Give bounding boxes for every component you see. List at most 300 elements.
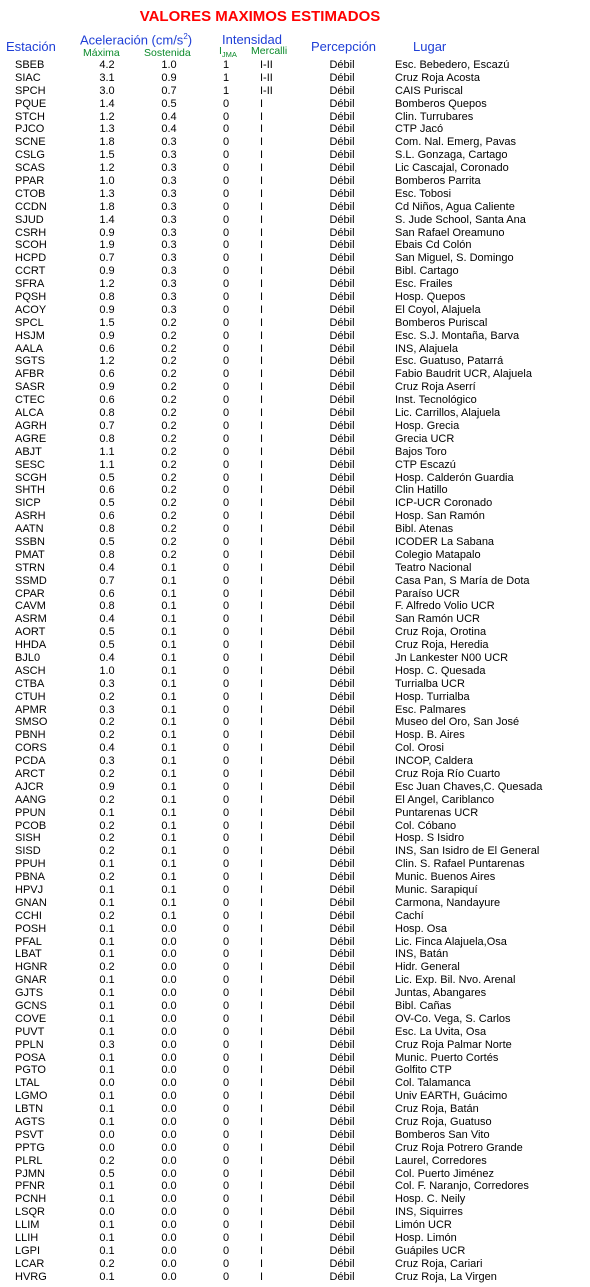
sustained-accel-cell: 0.2 [161,394,177,407]
sustained-accel-cell: 0.0 [161,1116,177,1129]
mercalli-intensity-cell: I [260,1232,264,1245]
station-code-cell: CTBA [15,677,45,690]
max-accel-cell: 0.8 [99,407,115,420]
station-code-cell: SCNE [15,136,46,149]
table-row [0,394,590,407]
max-accel-cell: 0.9 [99,381,115,394]
header-ijma-sub: JMA [221,50,237,60]
perception-cell: Débil [329,626,355,639]
sustained-accel-cell: 0.0 [161,1244,177,1257]
max-accel-cell: 0.9 [99,265,115,278]
ijma-intensity-cell: 0 [222,858,230,871]
max-accel-cell: 0.0 [99,1141,115,1154]
station-code-cell: ABJT [15,445,42,458]
mercalli-intensity-cell: I [260,1064,264,1077]
mercalli-intensity-cell: I [260,1000,264,1013]
station-code-cell: PFAL [15,935,42,948]
max-accel-cell: 1.4 [99,213,115,226]
mercalli-intensity-cell: I [260,767,264,780]
perception-cell: Débil [329,845,355,858]
max-accel-cell: 0.6 [99,368,115,381]
table-row [0,1064,590,1077]
mercalli-intensity-cell: I [260,432,264,445]
location-cell: ICODER La Sabana [395,535,495,548]
perception-cell: Débil [329,200,355,213]
station-code-cell: CSRH [15,226,47,239]
mercalli-intensity-cell: I [260,1193,264,1206]
location-cell: Ebais Cd Colón [395,239,472,252]
ijma-intensity-cell: 0 [222,651,230,664]
perception-cell: Débil [329,716,355,729]
location-cell: Turrialba UCR [395,677,465,690]
perception-cell: Débil [329,162,355,175]
location-cell: Laurel, Corredores [395,1154,487,1167]
perception-cell: Débil [329,987,355,1000]
location-cell: Hosp. C. Neily [395,1193,466,1206]
perception-cell: Débil [329,574,355,587]
header-aceleracion-label: Aceleración (cm/s [80,32,184,48]
location-cell: Col. Orosi [395,742,444,755]
station-code-cell: AANG [15,793,47,806]
location-cell: Esc. S.J. Montaña, Barva [395,329,520,342]
max-accel-cell: 0.1 [99,1103,115,1116]
location-cell: Hidr. General [395,961,460,974]
sustained-accel-cell: 0.3 [161,226,177,239]
station-code-cell: PMAT [15,548,45,561]
sustained-accel-cell: 0.9 [161,71,177,84]
table-row [0,1155,590,1168]
ijma-intensity-cell: 0 [222,291,230,304]
mercalli-intensity-cell: I [260,136,264,149]
max-accel-cell: 1.4 [99,97,115,110]
perception-cell: Débil [329,767,355,780]
station-code-cell: LTAL [15,1077,40,1090]
ijma-intensity-cell: 0 [222,316,230,329]
ijma-intensity-cell: 0 [222,755,230,768]
station-code-cell: CORS [15,742,47,755]
ijma-intensity-cell: 0 [222,729,230,742]
max-accel-cell: 1.3 [99,123,115,136]
max-accel-cell: 0.1 [99,884,115,896]
mercalli-intensity-cell: I [260,523,264,536]
mercalli-intensity-cell: I-II [260,84,273,97]
location-cell: Cruz Roja, La Virgen [395,1270,497,1283]
perception-cell: Débil [329,187,355,200]
mercalli-intensity-cell: I [260,1180,264,1193]
max-accel-cell: 0.1 [99,896,115,909]
max-accel-cell: 1.5 [99,149,115,162]
sustained-accel-cell: 0.2 [161,419,177,432]
location-cell: Cachí [395,909,424,922]
max-accel-cell: 1.2 [99,162,115,175]
perception-cell: Débil [329,175,355,188]
max-accel-cell: 0.8 [99,600,115,613]
sustained-accel-cell: 0.0 [161,1025,177,1038]
max-accel-cell: 0.1 [99,1051,115,1064]
mercalli-intensity-cell: I [260,381,264,394]
mercalli-intensity-cell: I [260,871,264,884]
perception-cell: Débil [329,368,355,381]
mercalli-intensity-cell: I [260,780,264,793]
max-accel-cell: 0.2 [99,845,115,858]
sustained-accel-cell: 0.1 [161,780,177,793]
ijma-intensity-cell: 0 [222,1206,230,1219]
max-accel-cell: 0.5 [99,626,115,639]
table-row [0,858,590,871]
table-row [0,497,590,510]
table-row [0,188,590,201]
location-cell: CTP Escazú [395,458,456,471]
station-code-cell: PSVT [15,1128,44,1141]
table-row [0,536,590,549]
sustained-accel-cell: 0.2 [161,316,177,329]
ijma-intensity-cell: 1 [222,59,230,71]
location-cell: INS, Alajuela [395,342,458,355]
location-cell: Esc. Guatuso, Patarrá [395,355,504,368]
sustained-accel-cell: 0.3 [161,149,177,162]
max-accel-cell: 0.1 [99,922,115,935]
table-row [0,201,590,214]
ijma-intensity-cell: 0 [222,561,230,574]
mercalli-intensity-cell: I [260,626,264,639]
mercalli-intensity-cell: I [260,510,264,523]
table-row [0,549,590,562]
location-cell: Col. Talamanca [395,1077,471,1090]
perception-cell: Débil [329,961,355,974]
sustained-accel-cell: 0.2 [161,381,177,394]
ijma-intensity-cell: 0 [222,497,230,510]
sustained-accel-cell: 0.2 [161,368,177,381]
max-accel-cell: 0.8 [99,432,115,445]
perception-cell: Débil [329,651,355,664]
station-code-cell: PUVT [15,1025,45,1038]
mercalli-intensity-cell: I-II [260,59,273,71]
table-row [0,652,590,665]
mercalli-intensity-cell: I [260,1012,264,1025]
table-row [0,1206,590,1219]
sustained-accel-cell: 0.0 [161,1103,177,1116]
perception-cell: Débil [329,639,355,652]
perception-cell: Débil [329,729,355,742]
location-cell: Hosp. Osa [395,922,447,935]
max-accel-cell: 0.2 [99,909,115,922]
max-accel-cell: 1.1 [99,445,115,458]
max-accel-cell: 0.0 [99,1077,115,1090]
station-code-cell: SCOH [15,239,47,252]
ijma-intensity-cell: 0 [222,523,230,536]
location-cell: Carmona, Nandayure [395,896,501,909]
ijma-intensity-cell: 0 [222,1064,230,1077]
perception-cell: Débil [329,458,355,471]
table-row [0,1116,590,1129]
location-cell: Golfito CTP [395,1064,452,1077]
ijma-intensity-cell: 0 [222,187,230,200]
station-code-cell: AFBR [15,368,45,381]
station-code-cell: GJTS [15,987,44,1000]
location-cell: Lic. Exp. Bil. Nvo. Arenal [395,974,516,987]
max-accel-cell: 0.3 [99,1038,115,1051]
station-code-cell: PPLN [15,1038,44,1051]
station-code-cell: PBNA [15,871,45,884]
table-row [0,98,590,111]
header-ijma [219,45,237,59]
table-row [0,459,590,472]
ijma-intensity-cell: 0 [222,1270,230,1283]
station-code-cell: LGMO [15,1090,48,1103]
mercalli-intensity-cell: I [260,716,264,729]
sustained-accel-cell: 0.0 [161,1012,177,1025]
max-accel-cell: 0.8 [99,523,115,536]
table-row [0,304,590,317]
ijma-intensity-cell: 0 [222,548,230,561]
table-row [0,691,590,704]
table-row [0,820,590,833]
table-row [0,678,590,691]
station-code-cell: AALA [15,342,44,355]
perception-cell: Débil [329,755,355,768]
max-accel-cell: 0.1 [99,1012,115,1025]
table-row [0,162,590,175]
table-row [0,214,590,227]
header-aceleracion-close: ) [187,32,193,48]
perception-cell: Débil [329,265,355,278]
station-code-cell: ASRH [15,510,46,523]
location-cell: Lic. Carrillos, Alajuela [395,407,501,420]
table-row [0,1000,590,1013]
max-accel-cell: 1.5 [99,316,115,329]
ijma-intensity-cell: 0 [222,419,230,432]
perception-cell: Débil [329,1180,355,1193]
table-row [0,239,590,252]
max-accel-cell: 3.1 [99,71,115,84]
max-accel-cell: 1.8 [99,200,115,213]
location-cell: Cruz Roja, Batán [395,1103,479,1116]
ijma-intensity-cell: 0 [222,1077,230,1090]
ijma-intensity-cell: 0 [222,742,230,755]
perception-cell: Débil [329,587,355,600]
location-cell: Bibl. Cartago [395,265,459,278]
max-accel-cell: 0.2 [99,832,115,845]
sustained-accel-cell: 0.0 [161,1154,177,1167]
mercalli-intensity-cell: I [260,239,264,252]
sustained-accel-cell: 0.2 [161,535,177,548]
mercalli-intensity-cell: I [260,729,264,742]
header-estacion: Estación [6,39,56,54]
ijma-intensity-cell: 0 [222,1012,230,1025]
sustained-accel-cell: 0.0 [161,1270,177,1283]
perception-cell: Débil [329,432,355,445]
station-code-cell: HCPD [15,252,47,265]
ijma-intensity-cell: 0 [222,1257,230,1270]
station-code-cell: LCAR [15,1257,45,1270]
max-accel-cell: 0.1 [99,1193,115,1206]
mercalli-intensity-cell: I [260,419,264,432]
sustained-accel-cell: 0.2 [161,548,177,561]
table-row [0,368,590,381]
max-accel-cell: 0.2 [99,871,115,884]
table-row [0,871,590,884]
ijma-intensity-cell: 0 [222,535,230,548]
station-code-cell: SPCL [15,316,44,329]
mercalli-intensity-cell: I [260,1270,264,1283]
table-row [0,59,590,72]
mercalli-intensity-cell: I [260,845,264,858]
table-row [0,1129,590,1142]
max-accel-cell: 0.5 [99,471,115,484]
ijma-intensity-cell: 0 [222,806,230,819]
header-mercalli: Mercalli [251,45,288,57]
ijma-intensity-cell: 0 [222,1244,230,1257]
max-accel-cell: 0.4 [99,651,115,664]
ijma-intensity-cell: 0 [222,226,230,239]
sustained-accel-cell: 0.0 [161,1193,177,1206]
max-accel-cell: 0.1 [99,987,115,1000]
max-accel-cell: 0.5 [99,639,115,652]
ijma-intensity-cell: 0 [222,703,230,716]
ijma-intensity-cell: 0 [222,974,230,987]
max-accel-cell: 1.9 [99,239,115,252]
mercalli-intensity-cell: I [260,1038,264,1051]
max-accel-cell: 0.2 [99,767,115,780]
location-cell: Museo del Oro, San José [395,716,520,729]
perception-cell: Débil [329,1257,355,1270]
sustained-accel-cell: 0.1 [161,639,177,652]
location-cell: Fabio Baudrit UCR, Alajuela [395,368,532,381]
station-code-cell: PPUN [15,806,46,819]
mercalli-intensity-cell: I [260,1025,264,1038]
sustained-accel-cell: 0.0 [161,1167,177,1180]
perception-cell: Débil [329,858,355,871]
table-row [0,600,590,613]
mercalli-intensity-cell: I [260,600,264,613]
station-code-cell: GNAN [15,896,47,909]
station-code-cell: GNAR [15,974,47,987]
sustained-accel-cell: 0.4 [161,123,177,136]
sustained-accel-cell: 0.1 [161,832,177,845]
max-accel-cell: 0.9 [99,303,115,316]
mercalli-intensity-cell: I [260,974,264,987]
table-row [0,381,590,394]
ijma-intensity-cell: 0 [222,1154,230,1167]
location-cell: Cruz Roja, Cariari [395,1257,483,1270]
table-row [0,987,590,1000]
station-code-cell: ARCT [15,767,45,780]
perception-cell: Débil [329,445,355,458]
perception-cell: Débil [329,1232,355,1245]
station-code-cell: HPVJ [15,884,44,896]
perception-cell: Débil [329,600,355,613]
location-cell: INS, Siquirres [395,1206,463,1219]
max-accel-cell: 0.1 [99,806,115,819]
ijma-intensity-cell: 0 [222,574,230,587]
max-accel-cell: 0.2 [99,729,115,742]
sustained-accel-cell: 0.3 [161,239,177,252]
ijma-intensity-cell: 0 [222,265,230,278]
table-row [0,523,590,536]
perception-cell: Débil [329,1244,355,1257]
table-row [0,1026,590,1039]
mercalli-intensity-cell: I [260,1090,264,1103]
mercalli-intensity-cell: I [260,278,264,291]
station-code-cell: SISH [15,832,41,845]
max-accel-cell: 0.1 [99,1270,115,1283]
max-accel-cell: 0.0 [99,1206,115,1219]
perception-cell: Débil [329,471,355,484]
ijma-intensity-cell: 0 [222,845,230,858]
table-row [0,961,590,974]
table-row [0,433,590,446]
mercalli-intensity-cell: I [260,1116,264,1129]
sustained-accel-cell: 0.0 [161,1051,177,1064]
ijma-intensity-cell: 0 [222,987,230,1000]
perception-cell: Débil [329,1206,355,1219]
table-row [0,85,590,98]
perception-cell: Débil [329,407,355,420]
station-code-cell: AGRH [15,419,47,432]
table-row [0,1271,590,1284]
perception-cell: Débil [329,535,355,548]
location-cell: Esc. Tobosi [395,187,452,200]
table-row [0,149,590,162]
mercalli-intensity-cell: I [260,1141,264,1154]
perception-cell: Débil [329,1000,355,1013]
sustained-accel-cell: 0.4 [161,110,177,123]
max-accel-cell: 0.1 [99,948,115,961]
ijma-intensity-cell: 0 [222,587,230,600]
max-accel-cell: 0.1 [99,1219,115,1232]
table-row [0,1245,590,1258]
mercalli-intensity-cell: I [260,639,264,652]
ijma-intensity-cell: 0 [222,896,230,909]
max-accel-cell: 0.2 [99,793,115,806]
station-code-cell: POSA [15,1051,46,1064]
station-code-cell: AJCR [15,780,44,793]
location-cell: Hosp. Turrialba [395,690,470,703]
sustained-accel-cell: 0.0 [161,1180,177,1193]
table-row [0,884,590,897]
location-cell: S.L. Gonzaga, Cartago [395,149,508,162]
max-accel-cell: 1.8 [99,136,115,149]
table-row [0,948,590,961]
perception-cell: Débil [329,71,355,84]
mercalli-intensity-cell: I [260,651,264,664]
mercalli-intensity-cell: I [260,690,264,703]
sustained-accel-cell: 0.0 [161,948,177,961]
station-code-cell: PQSH [15,291,47,304]
station-code-cell: STCH [15,110,45,123]
sustained-accel-cell: 0.0 [161,974,177,987]
mercalli-intensity-cell: I [260,922,264,935]
max-accel-cell: 0.1 [99,1025,115,1038]
ijma-intensity-cell: 0 [222,600,230,613]
table-row [0,613,590,626]
max-accel-cell: 0.6 [99,484,115,497]
mercalli-intensity-cell: I [260,342,264,355]
station-code-cell: COVE [15,1012,47,1025]
station-code-cell: PJCO [15,123,45,136]
station-code-cell: PLRL [15,1154,43,1167]
location-cell: Bomberos Quepos [395,97,487,110]
sustained-accel-cell: 0.0 [161,922,177,935]
table-row [0,639,590,652]
station-code-cell: POSH [15,922,47,935]
ijma-intensity-cell: 0 [222,613,230,626]
table-row [0,626,590,639]
ijma-intensity-cell: 0 [222,252,230,265]
sustained-accel-cell: 0.0 [161,1064,177,1077]
station-code-cell: SCGH [15,471,47,484]
location-cell: Clin. S. Rafael Puntarenas [395,858,525,871]
